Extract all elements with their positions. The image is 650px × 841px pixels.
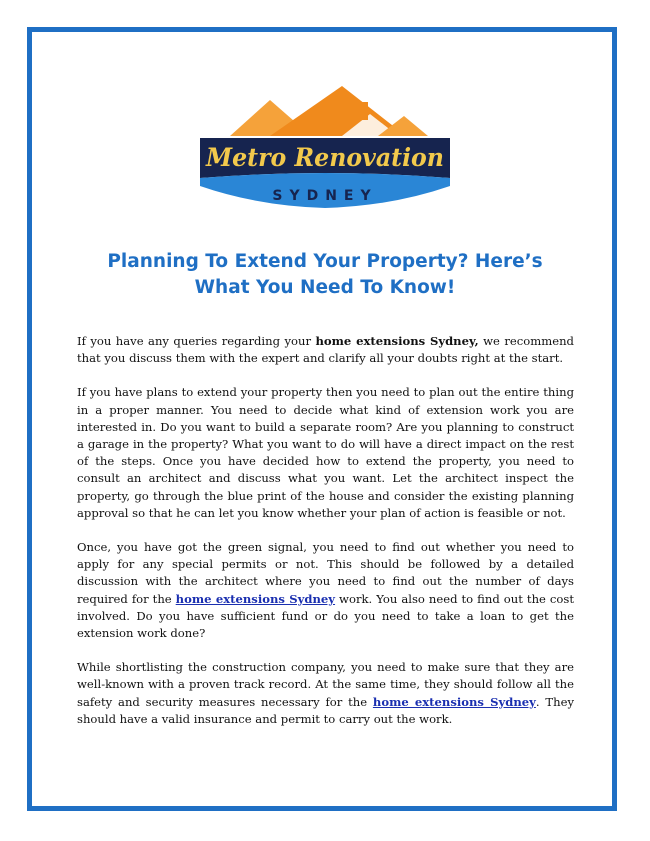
article-title: [60, 249, 590, 301]
paragraph-1-text: If you have any queries regarding your: [77, 334, 316, 348]
paragraph-4-text: While shortlisting the construction company, you need to make sure that they are well-known with a proven track record. At the same time, they should follow all the safety and security measures necessary for the: [77, 660, 574, 709]
paragraph-3-text-end: work. You also need to find out the cost involved. Do you have sufficient fund or do you need to take a loan to get the extension work done?: [77, 591, 575, 641]
paragraph-3-text: Once, you have got the green signal, you need to find out whether you need to apply for any special permits or not. This should be followed by a detailed discussion with the architect where you need to find out the number of days required for the: [77, 540, 574, 606]
home-extensions-link-2[interactable]: home extensions Sydney: [372, 694, 536, 709]
paragraph-4: [77, 659, 574, 728]
article-body: [77, 333, 574, 745]
logo-city-text: SYDNEY: [272, 188, 378, 204]
paragraph-3: [77, 539, 574, 642]
roof-icon: [230, 86, 428, 136]
logo-brand-text: Metro Renovation: [205, 143, 444, 172]
paragraph-1: [77, 333, 574, 367]
metro-renovation-logo: [192, 80, 458, 212]
paragraph-1-text-end: we recommend that you discuss them with the expert and clarify all your doubts right at the start.: [77, 334, 574, 366]
home-extensions-link-1[interactable]: home extensions Sydney: [175, 591, 336, 606]
article-title-line-2: What You Need To Know!: [194, 277, 456, 298]
article-title-line-1: Planning To Extend Your Property? Here’s: [107, 251, 543, 272]
paragraph-2: If you have plans to extend your property then you need to plan out the entire thing in a proper manner. You need to decide what kind of extension work you are interested in. Do you want to build a separate room? Are you planning to construct a garage in the property? What you want to do will have a direct impact on the rest of the steps. Once you have decided how to extend the property, you need to consult an architect and discuss what you want. Let the architect inspect the property, go through the blue print of the house and consider the existing planning approval so that he can let you know whether your plan of action is feasible or not.: [77, 385, 574, 520]
paragraph-4-text-end: . They should have a valid insurance and permit to carry out the work.: [77, 694, 575, 726]
keyword-bold: home extensions Sydney,: [315, 334, 479, 348]
